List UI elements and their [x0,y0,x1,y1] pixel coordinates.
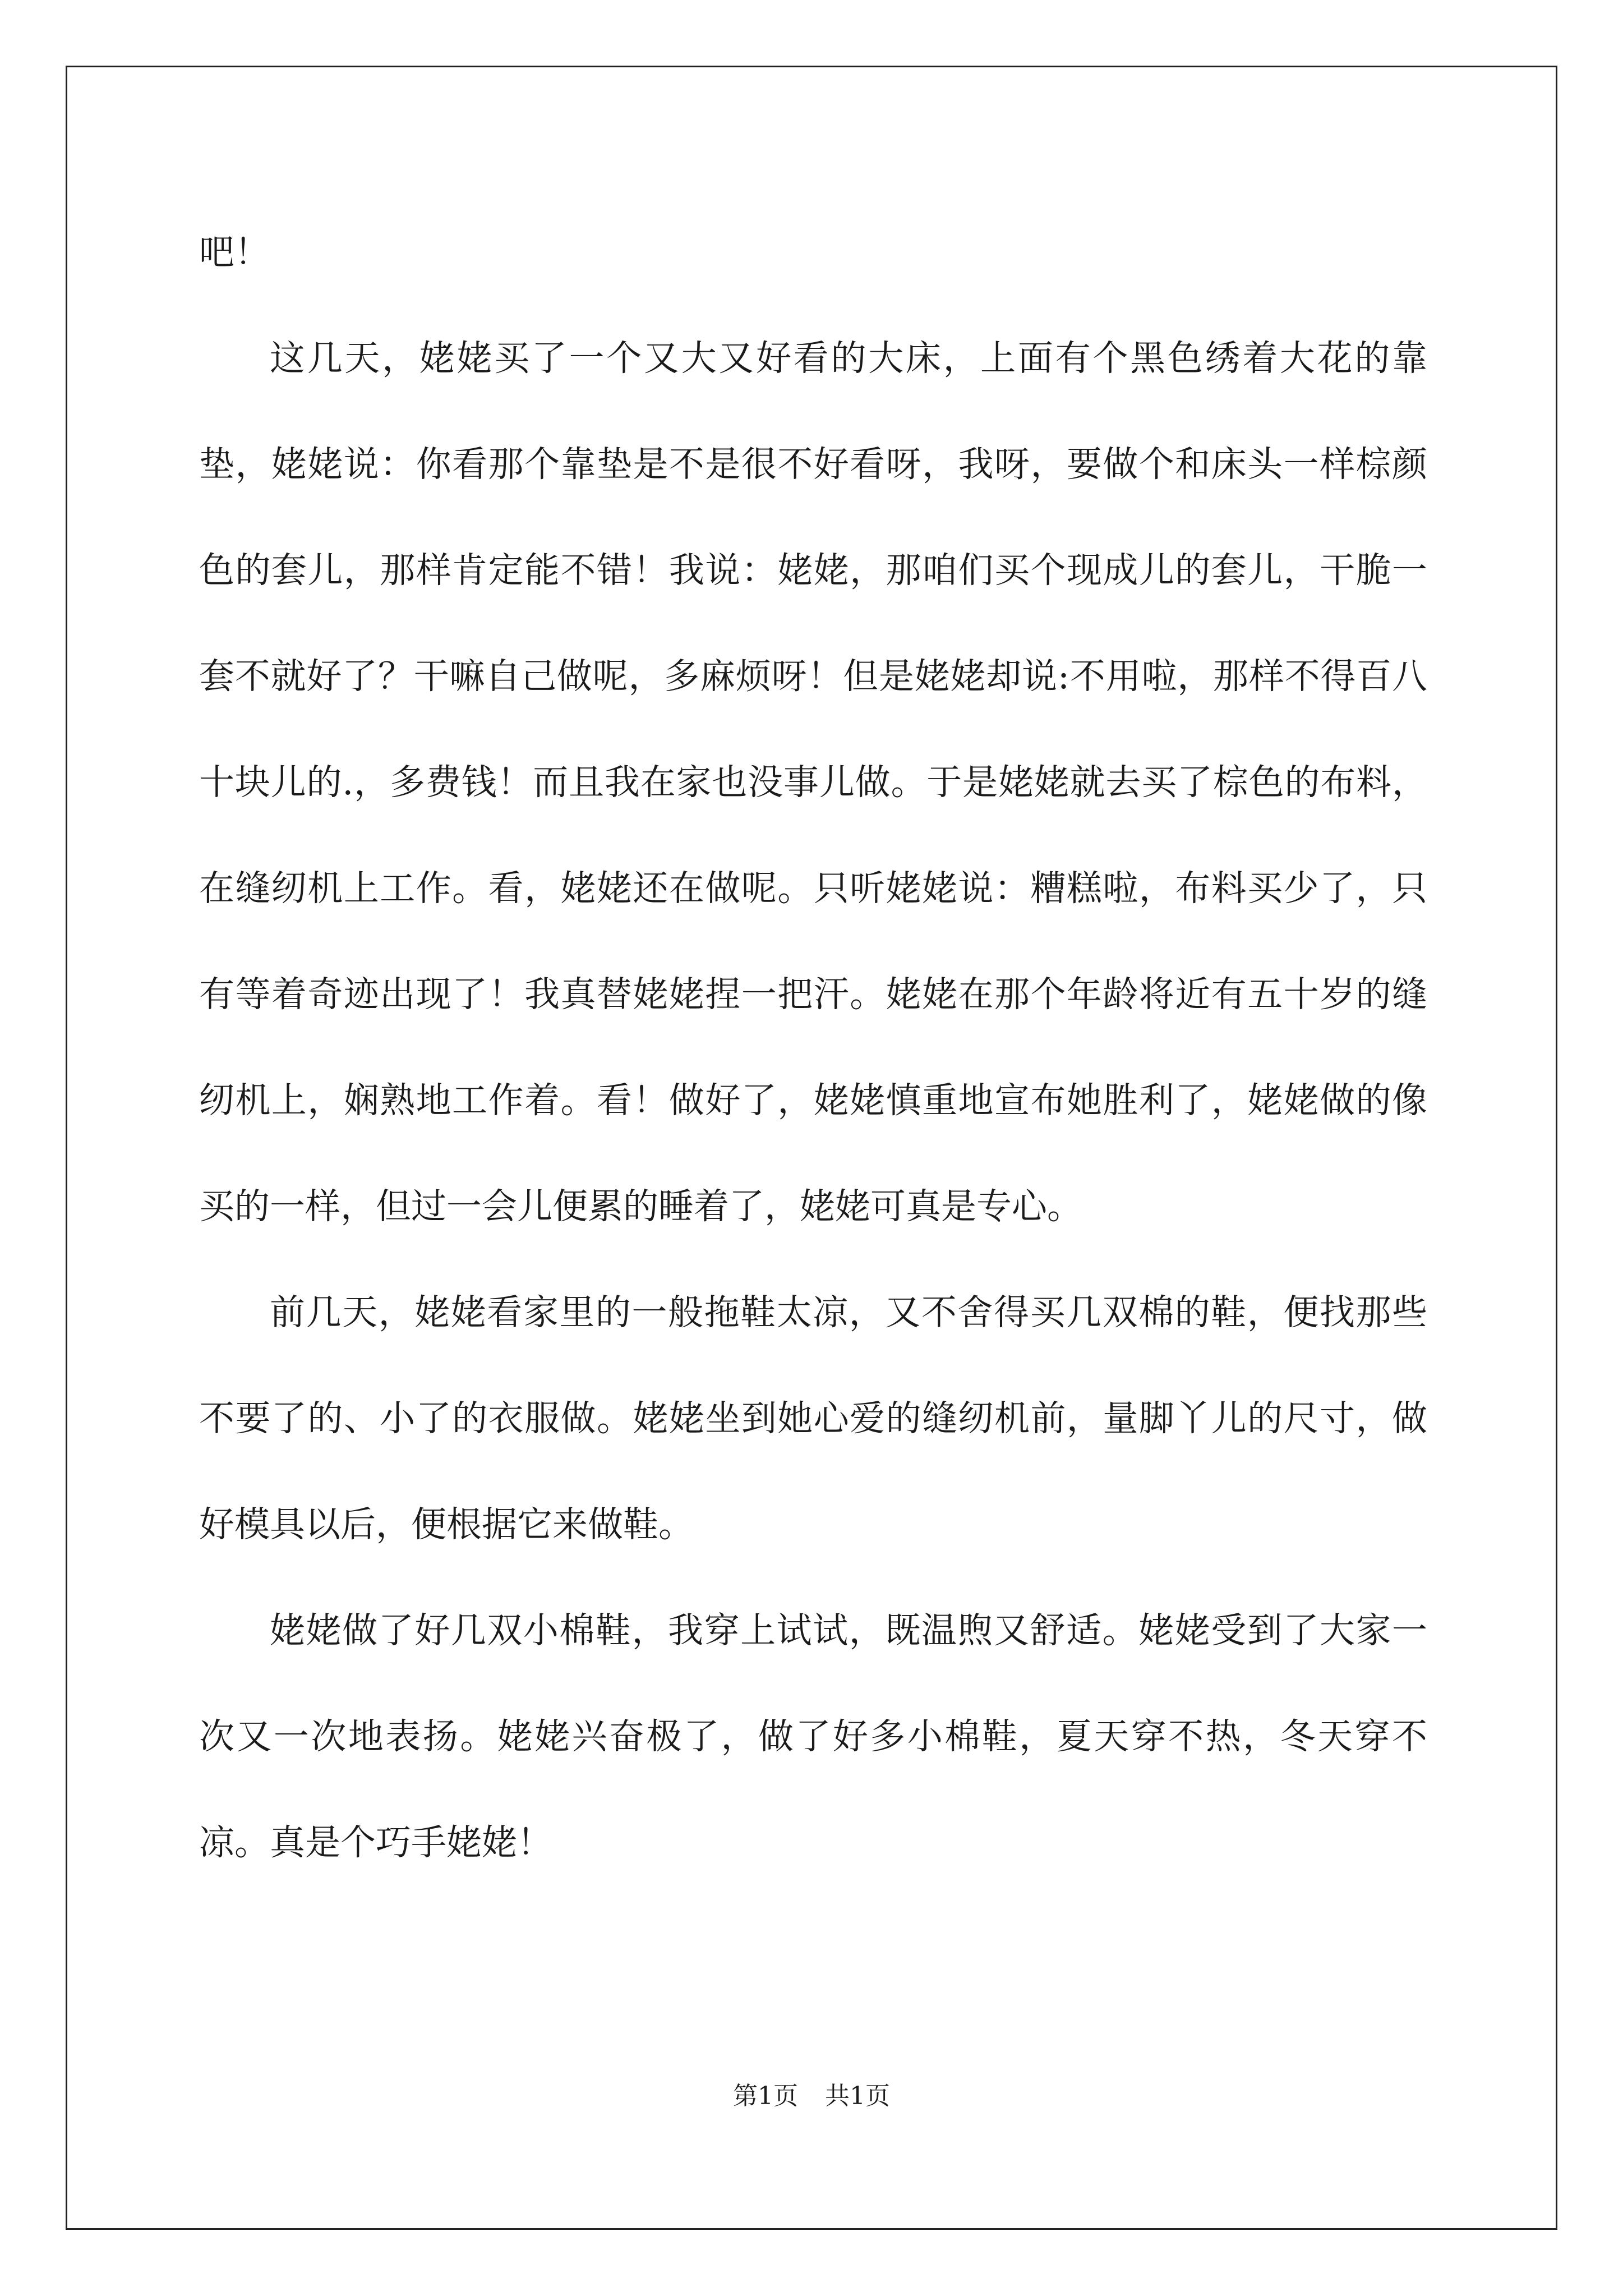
paragraph-2: 这几天，姥姥买了一个又大又好看的大床，上面有个黑色绣着大花的靠垫，姥姥说：你看那个靠垫是不是很不好看呀，我呀，要做个和床头一样棕颜色的套儿，那样肯定能不错！我说：姥姥，那咱们买个现成儿的套儿，干脆一套不就好了？干嘛自己做呢，多麻烦呀！但是姥姥却说:不用啦，那样不得百八十块儿的.，多费钱！而且我在家也没事儿做。于是姥姥就去买了棕色的布料，在缝纫机上工作。看，姥姥还在做呢。只听姥姥说：糟糕啦，布料买少了，只有等着奇迹出现了！我真替姥姥捏一把汗。姥姥在那个年龄将近有五十岁的缝纫机上，娴熟地工作着。看！做好了，姥姥慎重地宣布她胜利了，姥姥做的像买的一样，但过一会儿便累的睡着了，姥姥可真是专心。 [199,338,1427,1227]
paragraph-3: 前几天，姥姥看家里的一般拖鞋太凉，又不舍得买几双棉的鞋，便找那些不要了的、小了的衣服做。姥姥坐到她心爱的缝纫机前，量脚丫儿的尺寸，做好模具以后，便根据它来做鞋。 [199,1292,1427,1545]
document-body [199,199,1427,1895]
page-total: 共1页 [825,2082,890,2110]
page-number: 第1页 [733,2082,798,2110]
page-footer [0,2076,1623,2111]
paragraph-4: 姥姥做了好几双小棉鞋，我穿上试试，既温煦又舒适。姥姥受到了大家一次又一次地表扬。姥姥兴奋极了，做了好多小棉鞋，夏天穿不热，冬天穿不凉。真是个巧手姥姥！ [199,1610,1427,1863]
paragraph-1: 吧！ [199,232,270,273]
